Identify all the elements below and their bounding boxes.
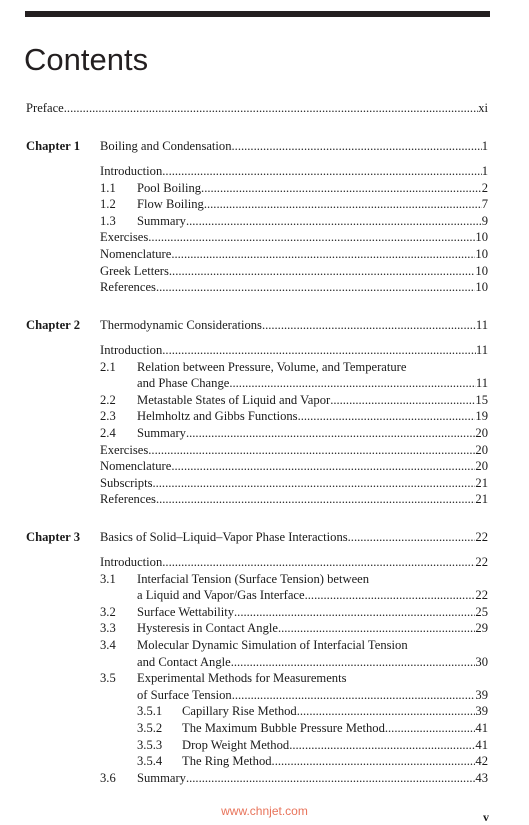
entry-title: Subscripts <box>100 475 153 490</box>
dot-leader <box>169 263 476 279</box>
list-item[interactable] <box>100 279 488 295</box>
entry-title: Surface Wettability <box>137 604 235 619</box>
entry-page: 11 <box>475 318 488 332</box>
list-item[interactable] <box>100 458 488 474</box>
entry-number: 3.5.4 <box>137 754 163 769</box>
section-entry[interactable] <box>100 571 488 587</box>
entry-page: 10 <box>475 263 488 278</box>
entry-number: 3.6 <box>100 770 116 785</box>
dot-leader <box>152 475 475 491</box>
entry-title-continued: a Liquid and Vapor/Gas Interface <box>137 588 305 603</box>
entry-title: Introduction <box>100 555 163 569</box>
chapter-title[interactable] <box>100 138 488 154</box>
entry-title: Metastable States of Liquid and Vapor <box>137 392 331 407</box>
entry-continuation[interactable] <box>137 375 488 391</box>
entry-number: 3.3 <box>100 621 116 636</box>
entry-title: Experimental Methods for Measurements <box>137 671 347 686</box>
dot-leader <box>234 604 475 620</box>
entry-page: 1 <box>481 164 488 178</box>
entry-number: 3.5 <box>100 671 116 686</box>
list-item[interactable] <box>100 163 488 179</box>
chapter-label: Chapter 3 <box>26 530 80 544</box>
section-entry[interactable] <box>100 408 488 424</box>
dot-leader <box>156 279 475 295</box>
top-rule <box>25 11 490 17</box>
entry-title: The Ring Method <box>182 754 272 769</box>
entry-page: 9 <box>481 213 488 228</box>
section-entry[interactable] <box>100 770 488 786</box>
section-entry[interactable] <box>100 620 488 636</box>
chapter-title[interactable] <box>100 317 488 333</box>
dot-leader <box>229 375 476 391</box>
entry-number: 2.1 <box>100 359 116 374</box>
entry-page: 7 <box>481 197 488 212</box>
entry-page: 20 <box>475 459 488 474</box>
chapter-label: Chapter 2 <box>26 318 80 332</box>
dot-leader <box>305 587 476 603</box>
entry-number: 3.1 <box>100 571 116 586</box>
entry-page: 10 <box>475 230 488 245</box>
entry-title: Introduction <box>100 343 163 357</box>
entry-title: Introduction <box>100 164 163 178</box>
dot-leader <box>64 100 478 116</box>
dot-leader <box>201 180 482 196</box>
entry-continuation[interactable] <box>137 587 488 603</box>
list-item[interactable] <box>100 342 488 358</box>
entry-page: 25 <box>475 604 488 619</box>
entry-page: 41 <box>475 721 488 735</box>
dot-leader <box>186 425 475 441</box>
entry-number: 1.3 <box>100 213 116 228</box>
entry-title: Flow Boiling <box>137 197 204 212</box>
dot-leader <box>204 196 482 212</box>
watermark: www.chnjet.com <box>221 804 308 818</box>
list-item[interactable] <box>100 246 488 262</box>
page-number: v <box>483 810 489 824</box>
entry-number: 1.2 <box>100 197 116 212</box>
dot-leader <box>232 138 482 154</box>
dot-leader <box>385 720 476 736</box>
dot-leader <box>289 737 475 753</box>
list-item[interactable] <box>100 554 488 570</box>
subsection-entry[interactable] <box>137 737 488 753</box>
entry-title-continued: and Phase Change <box>137 376 230 391</box>
entry-page: 43 <box>475 770 488 785</box>
entry-page: 20 <box>475 442 488 457</box>
entry-title: References <box>100 280 156 295</box>
entry-title: Interfacial Tension (Surface Tension) between <box>137 571 370 586</box>
section-entry[interactable] <box>100 196 488 212</box>
section-entry[interactable] <box>100 670 488 686</box>
entry-page: 22 <box>475 530 488 544</box>
list-item[interactable] <box>100 491 488 507</box>
entry-number: 2.4 <box>100 426 116 440</box>
entry-page: 20 <box>475 426 488 440</box>
dot-leader <box>156 491 475 507</box>
entry-page: 10 <box>475 280 488 295</box>
entry-title: Pool Boiling <box>137 180 202 195</box>
subsection-entry[interactable] <box>137 753 488 769</box>
entry-page: 21 <box>475 492 488 507</box>
dot-leader <box>186 770 475 786</box>
entry-page: 1 <box>481 139 488 153</box>
entry-title: Nomenclature <box>100 247 172 261</box>
dot-leader <box>162 342 476 358</box>
entry-page: 42 <box>475 754 488 769</box>
entry-continuation[interactable] <box>137 654 488 670</box>
entry-title: The Maximum Bubble Pressure Method <box>182 721 385 735</box>
entry-page: 29 <box>475 621 488 636</box>
entry-title: Summary <box>137 213 186 228</box>
chapter-label: Chapter 1 <box>26 139 80 153</box>
section-entry[interactable] <box>100 604 488 620</box>
preface-entry[interactable] <box>26 100 488 116</box>
entry-page: 39 <box>475 704 488 719</box>
entry-title: Capillary Rise Method <box>182 704 297 719</box>
dot-leader <box>231 654 476 670</box>
entry-title-continued: and Contact Angle <box>137 654 231 669</box>
entry-title: Basics of Solid–Liquid–Vapor Phase Interactions <box>100 530 348 544</box>
entry-page: 39 <box>475 687 488 702</box>
section-entry[interactable] <box>100 359 488 375</box>
list-item[interactable] <box>100 442 488 458</box>
list-item[interactable] <box>100 475 488 491</box>
dot-leader <box>262 317 476 333</box>
entry-number: 3.4 <box>100 638 116 652</box>
entry-number: 3.5.2 <box>137 721 163 735</box>
entry-page: 22 <box>475 555 488 569</box>
chapter-title[interactable] <box>100 529 488 545</box>
entry-title: Summary <box>137 426 186 440</box>
entry-page: xi <box>478 101 488 115</box>
entry-number: 2.3 <box>100 409 116 424</box>
dot-leader <box>330 392 475 408</box>
dot-leader <box>298 408 476 424</box>
dot-leader <box>297 703 476 719</box>
section-entry[interactable] <box>100 392 488 408</box>
entry-title: References <box>100 492 156 507</box>
subsection-entry[interactable] <box>137 720 488 736</box>
entry-page: 15 <box>475 392 488 407</box>
dot-leader <box>171 458 475 474</box>
entry-number: 3.5.1 <box>137 704 163 719</box>
entry-number: 3.2 <box>100 604 116 619</box>
dot-leader <box>278 620 475 636</box>
dot-leader <box>232 687 476 703</box>
entry-title-continued: of Surface Tension <box>137 687 232 702</box>
list-item[interactable] <box>100 229 488 245</box>
dot-leader <box>348 529 476 545</box>
entry-page: 21 <box>475 475 488 490</box>
entry-title: Drop Weight Method <box>182 737 290 752</box>
dot-leader <box>148 229 475 245</box>
entry-continuation[interactable] <box>137 687 488 703</box>
entry-title: Molecular Dynamic Simulation of Interfacial Tension <box>137 638 408 652</box>
entry-page: 22 <box>475 588 488 603</box>
entry-page: 19 <box>475 409 488 424</box>
entry-number: 3.5.3 <box>137 737 163 752</box>
entry-title: Nomenclature <box>100 459 172 474</box>
entry-number: 1.1 <box>100 180 116 195</box>
entry-page: 11 <box>475 376 488 391</box>
section-entry[interactable] <box>100 637 488 653</box>
entry-title: Hysteresis in Contact Angle <box>137 621 278 636</box>
entry-title: Helmholtz and Gibbs Functions <box>137 409 298 424</box>
dot-leader <box>186 213 482 229</box>
page-title: Contents <box>24 42 149 77</box>
entry-page: 11 <box>475 343 488 357</box>
dot-leader <box>171 246 475 262</box>
subsection-entry[interactable] <box>137 703 488 719</box>
list-item[interactable] <box>100 263 488 279</box>
entry-page: 2 <box>481 180 488 195</box>
entry-page: 41 <box>475 737 488 752</box>
entry-title: Greek Letters <box>100 263 169 278</box>
entry-title: Preface <box>26 101 64 115</box>
dot-leader <box>148 442 475 458</box>
entry-number: 2.2 <box>100 392 116 407</box>
section-entry[interactable] <box>100 180 488 196</box>
entry-page: 10 <box>475 247 488 261</box>
entry-title: Thermodynamic Considerations <box>100 318 262 332</box>
entry-page: 30 <box>475 654 488 669</box>
dot-leader <box>272 753 476 769</box>
entry-title: Exercises <box>100 442 149 457</box>
entry-title: Exercises <box>100 230 149 245</box>
entry-title: Summary <box>137 770 186 785</box>
dot-leader <box>162 554 475 570</box>
dot-leader <box>162 163 481 179</box>
section-entry[interactable] <box>100 213 488 229</box>
entry-title: Relation between Pressure, Volume, and Temperature <box>137 359 407 374</box>
section-entry[interactable] <box>100 425 488 441</box>
entry-title: Boiling and Condensation <box>100 139 232 153</box>
